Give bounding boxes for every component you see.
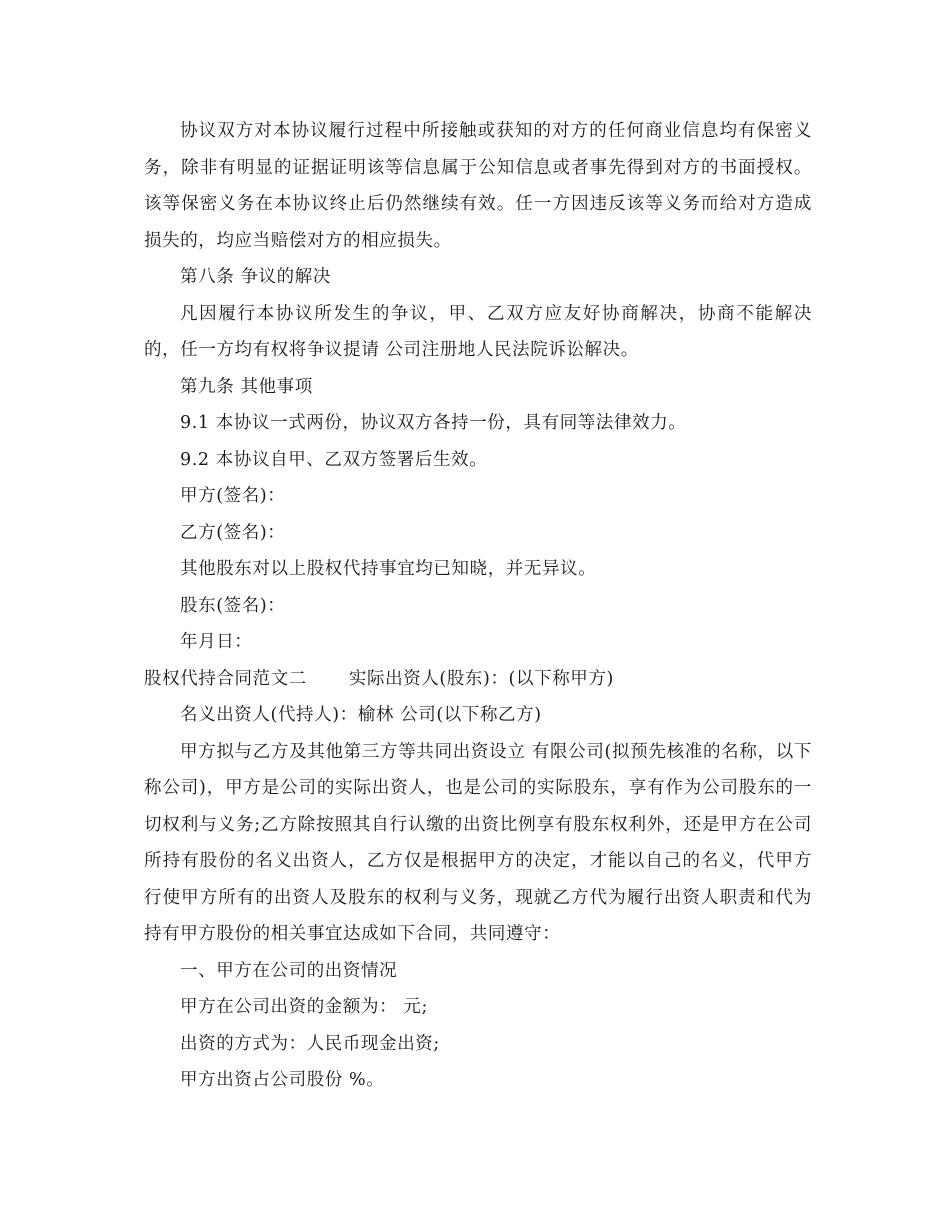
section-title-line <box>144 661 812 698</box>
signature-date: 年月日： <box>180 632 253 652</box>
nominal-investor-line: 名义出资人(代持人)：榆林 公司(以下称乙方) <box>180 705 542 725</box>
signature-party-a: 甲方(签名)： <box>180 486 286 506</box>
signature-shareholder: 股东(签名)： <box>180 595 286 616</box>
paragraph-recital: 甲方拟与乙方及其他第三方等共同出资设立 有限公司(拟预先核准的名称，以下称公司)，甲方是公司的实际出资人，也是公司的实际股东，享有作为公司股东的一切权利与义务;乙方除按照其自行认缴的出资比例享有股东权利外，还是甲方在公司所持有股份的名义出资人，乙方仅是根据甲方的决定，才能以自己的名义，代甲方行使甲方所有的出资人及股东的权利与义务，现就乙方代为履行出资人职责和代为持有甲方股份的相关事宜达成如下合同，共同遵守： <box>144 741 812 944</box>
contribution-amount: 甲方在公司出资的金额为： 元; <box>180 997 428 1017</box>
paragraph-shareholders-consent: 其他股东对以上股权代持事宜均已知晓，并无异议。 <box>180 559 597 579</box>
actual-investor-line: 实际出资人(股东)：(以下称甲方) <box>348 668 614 689</box>
clause-9-1: 9.1 本协议一式两份，协议双方各持一份，具有同等法律效力。 <box>180 413 687 433</box>
heading-contribution: 一、甲方在公司的出资情况 <box>180 960 398 981</box>
signature-party-b: 乙方(签名)： <box>180 522 286 543</box>
section-title: 股权代持合同范文二 <box>144 668 307 689</box>
contribution-method: 出资的方式为：人民币现金出资; <box>180 1033 440 1054</box>
heading-article-8: 第八条 争议的解决 <box>180 267 331 287</box>
clause-9-2: 9.2 本协议自甲、乙双方签署后生效。 <box>180 449 488 470</box>
paragraph-dispute-resolution: 凡因履行本协议所发生的争议，甲、乙双方应友好协商解决，协商不能解决的，任一方均有权将争议提请 公司注册地人民法院诉讼解决。 <box>144 303 812 360</box>
document-body <box>144 113 812 1099</box>
contribution-share: 甲方出资占公司股份 %。 <box>180 1070 385 1090</box>
heading-article-9: 第九条 其他事项 <box>180 376 313 397</box>
paragraph-confidentiality: 协议双方对本协议履行过程中所接触或获知的对方的任何商业信息均有保密义务，除非有明显的证据证明该等信息属于公知信息或者事先得到对方的书面授权。该等保密义务在本协议终止后仍然继续有效。任一方因违反该等义务而给对方造成损失的，均应当赔偿对方的相应损失。 <box>144 121 812 251</box>
